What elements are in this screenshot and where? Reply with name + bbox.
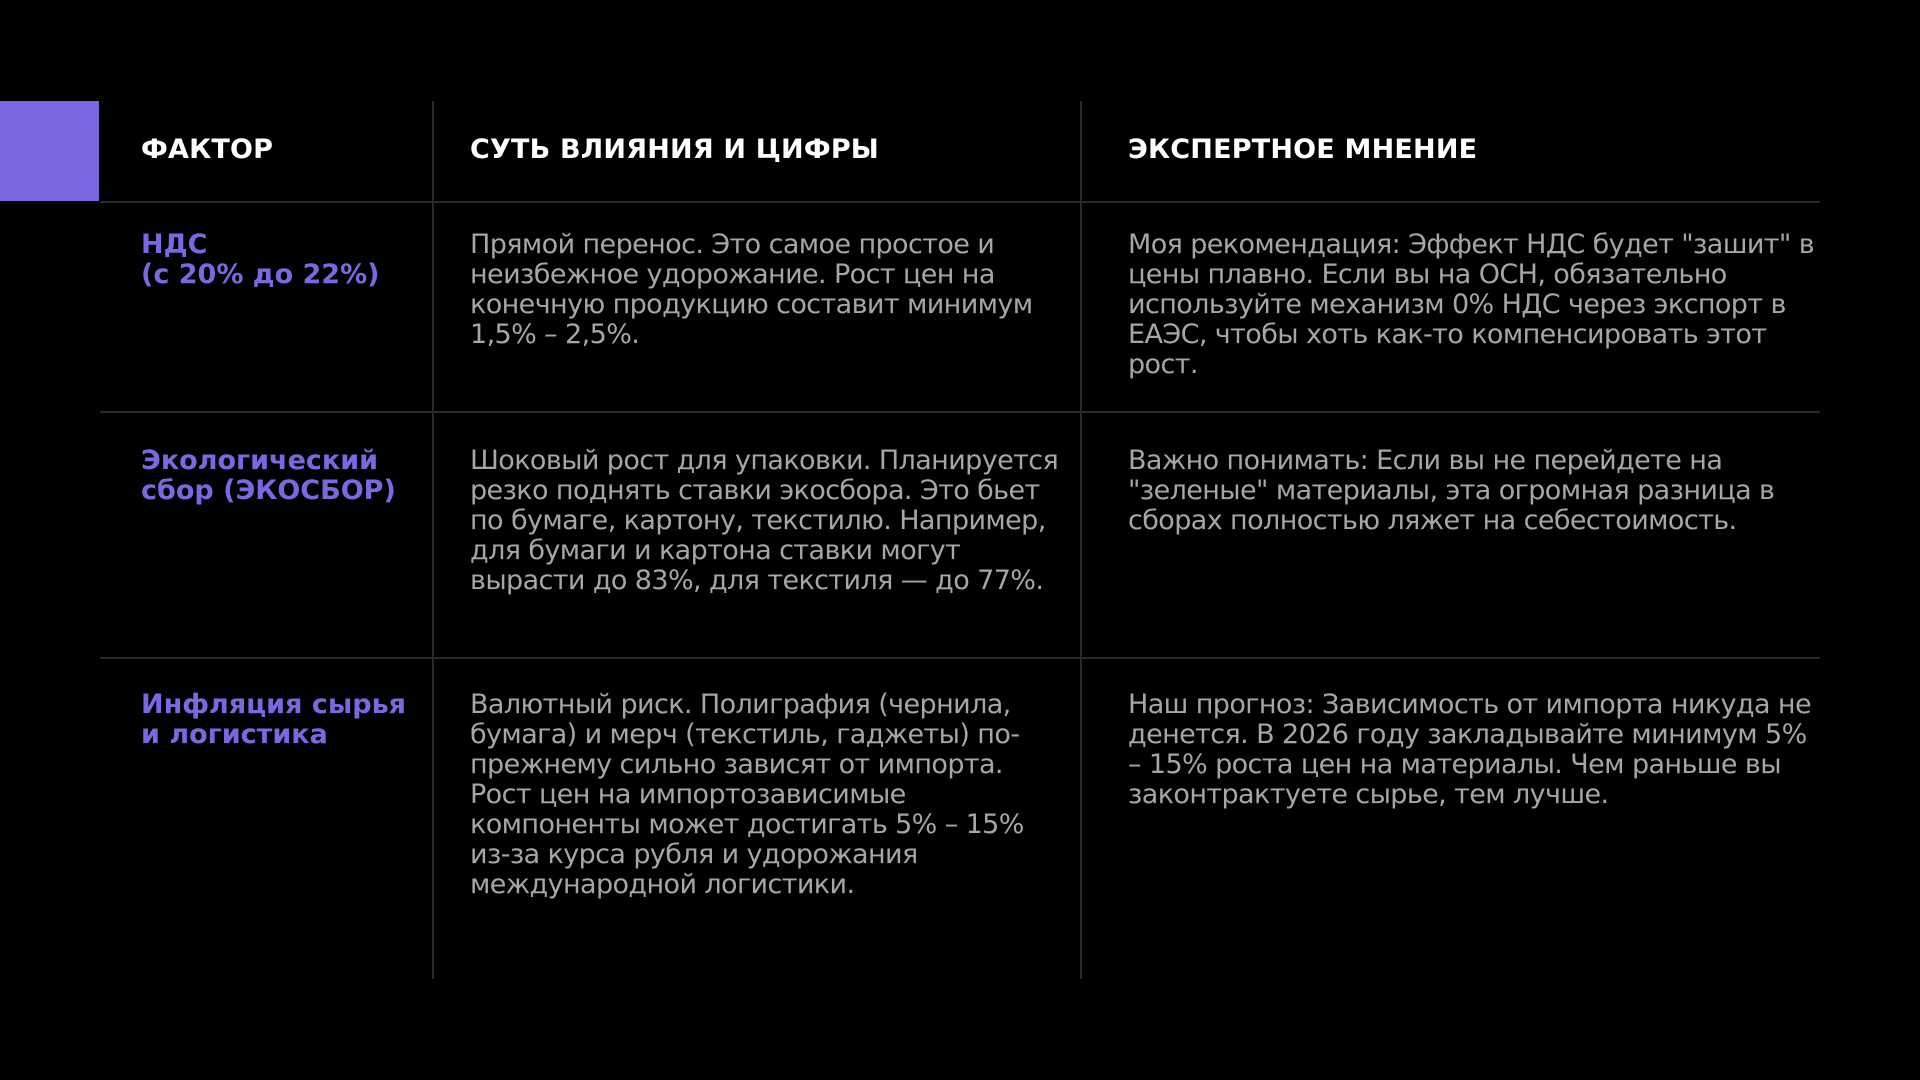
column-divider [1080,101,1082,979]
header-expert: ЭКСПЕРТНОЕ МНЕНИЕ [1128,134,1478,165]
row-divider [100,411,1820,413]
impact-eco-fee: Шоковый рост для упаковки. Планируется резко поднять ставки экосбора. Это бьет по бумаге, картону, текстилю. Например, для бумаги и картона ставки могут вырасти до 83%, для текстиля — до 77%. [470,445,1059,596]
impact-vat: Прямой перенос. Это самое простое и неизбежное удорожание. Рост цен на конечную продукцию составит минимум 1,5% – 2,5%. [470,229,1033,350]
factor-inflation: Инфляция сырья и логистика [141,689,406,750]
expert-vat: Моя рекомендация: Эффект НДС будет "зашит" в цены плавно. Если вы на ОСН, обязательно используйте механизм 0% НДС через экспорт в ЕАЭС, чтобы хоть как-то компенсировать этот рост. [1128,229,1815,380]
column-divider [432,101,434,979]
row-divider [100,201,1820,203]
header-factor: ФАКТОР [141,134,274,165]
row-divider [100,657,1820,659]
factors-table [100,101,1820,979]
factor-vat: НДС (с 20% до 22%) [141,229,380,290]
header-impact: СУТЬ ВЛИЯНИЯ И ЦИФРЫ [470,134,879,165]
accent-block [0,101,99,201]
expert-inflation: Наш прогноз: Зависимость от импорта никуда не денется. В 2026 году закладывайте минимум 5% – 15% роста цен на материалы. Чем раньше вы законтрактуете сырье, тем лучше. [1128,689,1811,810]
impact-inflation: Валютный риск. Полиграфия (чернила, бумага) и мерч (текстиль, гаджеты) по-прежнему сильно зависят от импорта. Рост цен на импортозависимые компоненты может достигать 5% – 15% из-за курса рубля и удорожания международной логистики. [470,689,1024,900]
expert-eco-fee: Важно понимать: Если вы не перейдете на "зеленые" материалы, эта огромная разница в сборах полностью ляжет на себестоимость. [1128,445,1775,536]
factor-eco-fee: Экологический сбор (ЭКОСБОР) [141,445,396,506]
